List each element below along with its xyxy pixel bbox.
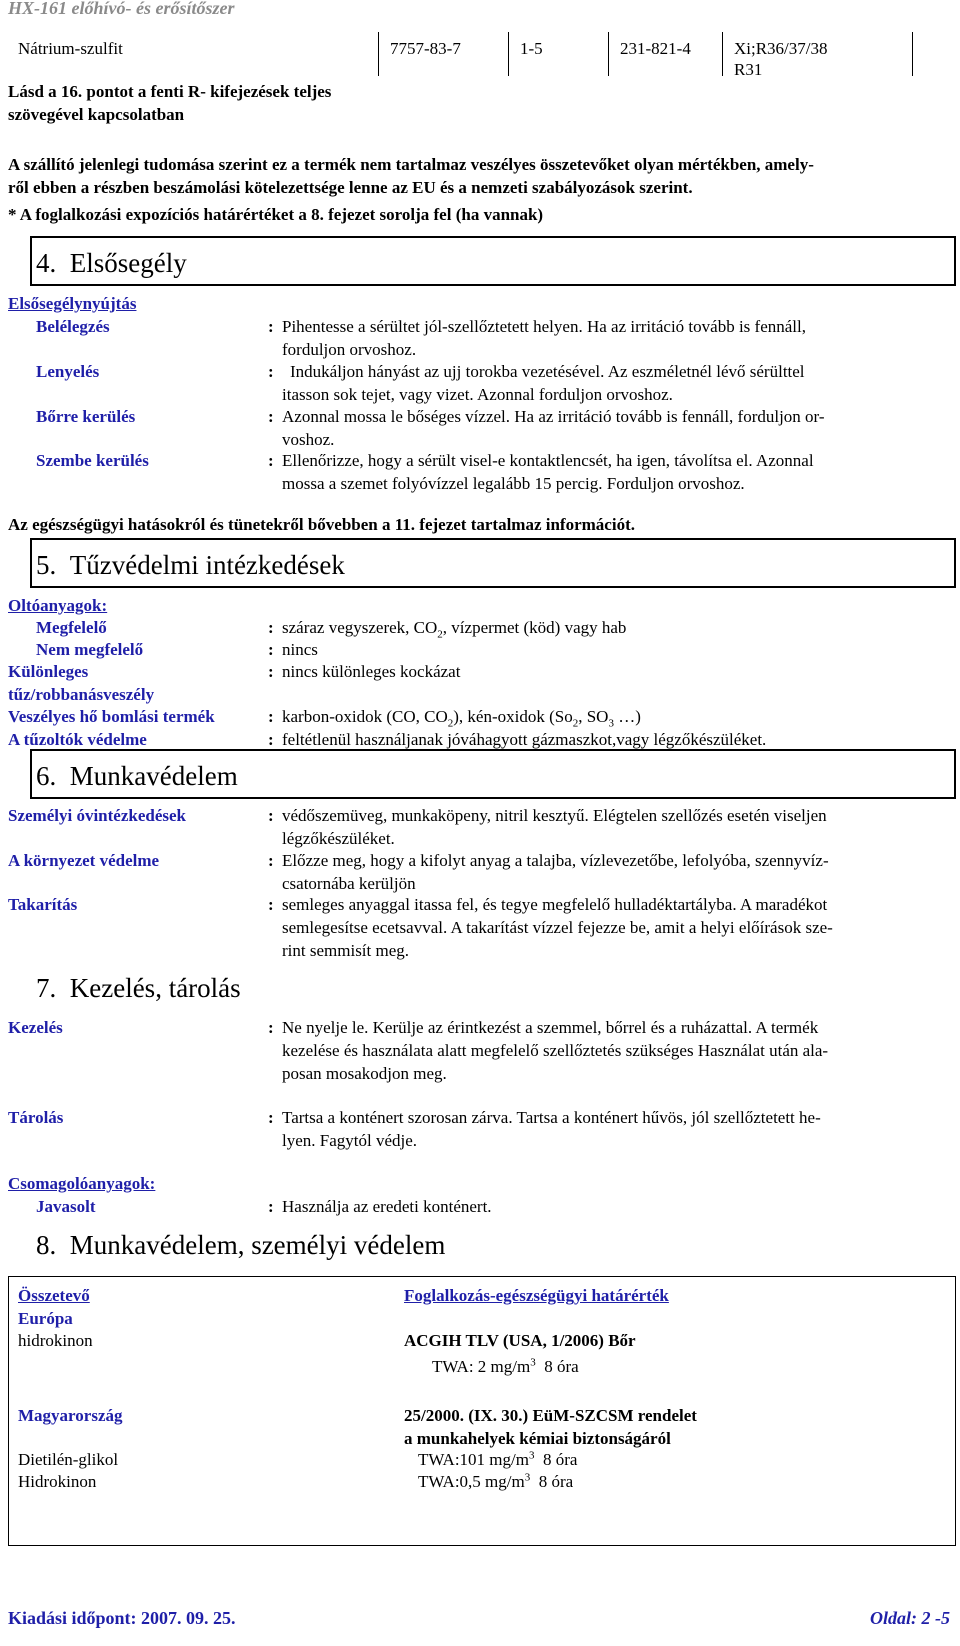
hungary-component: Hidrokinon (18, 1472, 97, 1491)
suitable-media-label: Megfelelő (36, 618, 107, 637)
special-hazard-value: nincs különleges kockázat (282, 662, 461, 681)
section-6-title: 6. Munkavédelem (36, 761, 238, 791)
first-aid-value-ingestion: Indukáljon hányást az ujj torokba vezetésével. Az eszméletnél lévő sérülttel itasson sok tejet, vagy vizet. Azonnal forduljon orvoshoz. (282, 362, 805, 404)
unsuitable-media-label: Nem megfelelő (36, 640, 144, 659)
extinguishing-media-heading: Oltóanyagok: (8, 596, 108, 615)
page-number: Oldal: 2 -5 (870, 1608, 950, 1628)
personal-precautions-label: Személyi óvintézkedések (8, 806, 186, 825)
decomposition-label: Veszélyes hő bomlási termék (8, 707, 215, 726)
storage-label: Tárolás (8, 1108, 64, 1127)
packaging-recommended-label: Javasolt (36, 1197, 96, 1216)
personal-precautions-value: védőszemüveg, munkaköpeny, nitril kesztyű. Elégtelen szellőzés esetén viseljen légzőkészüléket. (282, 806, 827, 848)
column-header-limit: Foglalkozás-egészségügyi határérték (404, 1286, 669, 1305)
component-ec: 231-821-4 (620, 39, 691, 58)
table-divider (722, 32, 723, 76)
storage-value: Tartsa a konténert szorosan zárva. Tartsa a konténert hűvös, jól szellőztetett he- lyen. Fagytól védje. (282, 1108, 821, 1150)
cleanup-value: semleges anyaggal itassa fel, és tegye megfelelő hulladéktartályba. A maradékot semlegesítse ecetsavval. A takarítást vízzel fejezze be, amit a helyi előírások sze- rint semmisít meg. (282, 895, 833, 960)
exposure-note: * A foglalkozási expozíciós határértéket a 8. fejezet sorolja fel (ha vannak) (8, 205, 544, 224)
decomposition-value: karbon-oxidok (CO, $CO_2$), kén-oxidok ($So_2$, $SO_3$ …) (282, 707, 641, 730)
section-7-title: 7. Kezelés, tárolás (36, 973, 241, 1003)
cleanup-label: Takarítás (8, 895, 78, 914)
issue-date: Kiadási időpont: 2007. 09. 25. (8, 1608, 236, 1628)
handling-label: Kezelés (8, 1018, 63, 1037)
first-aid-label-skin: Bőrre kerülés (36, 407, 136, 426)
table-divider (378, 32, 379, 76)
unsuitable-media-value: nincs (282, 640, 318, 659)
component-name: Nátrium-szulfit (18, 39, 123, 58)
document-header-title: HX-161 előhívó- és erősítőszer (8, 0, 235, 18)
region-hungary: Magyarország (18, 1406, 123, 1425)
table-divider (912, 32, 913, 76)
handling-value: Ne nyelje le. Kerülje az érintkezést a szemmel, bőrrel és a ruházattal. A termék kezelése és használata alatt megfelelő szellőztetés szükséges Használat után ala- posan mosakodjon meg. (282, 1018, 829, 1083)
packaging-heading: Csomagolóanyagok: (8, 1174, 156, 1193)
section-4-title: 4. Elsősegély (36, 248, 187, 278)
first-aid-label-eye: Szembe kerülés (36, 451, 149, 470)
r-phrase-note: Lásd a 16. pontot a fenti R- kifejezések teljes szövegével kapcsolatban (8, 82, 332, 124)
table-divider (608, 32, 609, 76)
health-effects-note: Az egészségügyi hatásokról és tünetekről bővebben a 11. fejezet tartalmaz információt. (8, 515, 635, 534)
europe-limit-source: ACGIH TLV (USA, 1/2006) Bőr (404, 1331, 636, 1350)
firefighter-protection-label: A tűzoltók védelme (8, 730, 147, 749)
hungary-limit-source: 25/2000. (IX. 30.) EüM-SZCSM rendelet a munkahelyek kémiai biztonságáról (404, 1406, 697, 1448)
first-aid-label-inhalation: Belélegzés (36, 317, 110, 336)
suitable-media-value: száraz vegyszerek, $CO_2$, vízpermet (köd) vagy hab (282, 618, 627, 641)
component-percent: 1-5 (520, 39, 543, 58)
first-aid-value-eye: Ellenőrizze, hogy a sérült visel-e kontaktlencsét, ha igen, távolítsa el. Azonnal mossa a szemet folyóvízzel legalább 15 percig. Forduljon orvoshoz. (282, 451, 814, 493)
environment-protection-value: Előzze meg, hogy a kifolyt anyag a talajba, vízlevezetőbe, lefolyóba, szennyvíz- csatornába kerüljön (282, 851, 829, 893)
europe-twa: TWA: 2 $mg/m^3$ 8 óra (432, 1356, 579, 1376)
environment-protection-label: A környezet védelme (8, 851, 160, 870)
first-aid-heading: Elsősegélynyújtás (8, 294, 137, 313)
firefighter-protection-value: feltétlenül használjanak jóváhagyott gázmaszkot,vagy légzőkészüléket. (282, 730, 767, 749)
section-8-title: 8. Munkavédelem, személyi védelem (36, 1230, 446, 1260)
table-divider (508, 32, 509, 76)
section-5-title: 5. Tűzvédelmi intézkedések (36, 550, 345, 580)
packaging-recommended-value: Használja az eredeti konténert. (282, 1197, 492, 1216)
hungary-twa: TWA:0,5 $mg/m^3$ 8 óra (418, 1471, 574, 1491)
first-aid-label-ingestion: Lenyelés (36, 362, 100, 381)
hungary-twa: TWA:101 $mg/m^3$ 8 óra (418, 1449, 578, 1469)
first-aid-value-inhalation: Pihentesse a sérültet jól-szellőztetett helyen. Ha az irritáció tovább is fennáll, forduljon orvoshoz. (282, 317, 806, 359)
first-aid-value-skin: Azonnal mossa le bőséges vízzel. Ha az irritáció tovább is fennáll, forduljon or- voshoz. (282, 407, 825, 449)
component-classification: Xi;R36/37/38 R31 (734, 39, 828, 79)
supplier-statement: A szállító jelenlegi tudomása szerint ez a termék nem tartalmaz veszélyes összetevőket olyan mértékben, amely- ről ebben a részben beszámolási kötelezettsége lenne az EU és a nemzeti szabályozások szerint. (8, 155, 814, 197)
europe-component: hidrokinon (18, 1331, 93, 1350)
component-cas: 7757-83-7 (390, 39, 461, 58)
region-europe: Európa (18, 1309, 73, 1328)
column-header-component: Összetevő (18, 1286, 90, 1305)
hungary-component: Dietilén-glikol (18, 1450, 119, 1469)
special-hazard-label: Különleges tűz/robbanásveszély (8, 662, 155, 704)
